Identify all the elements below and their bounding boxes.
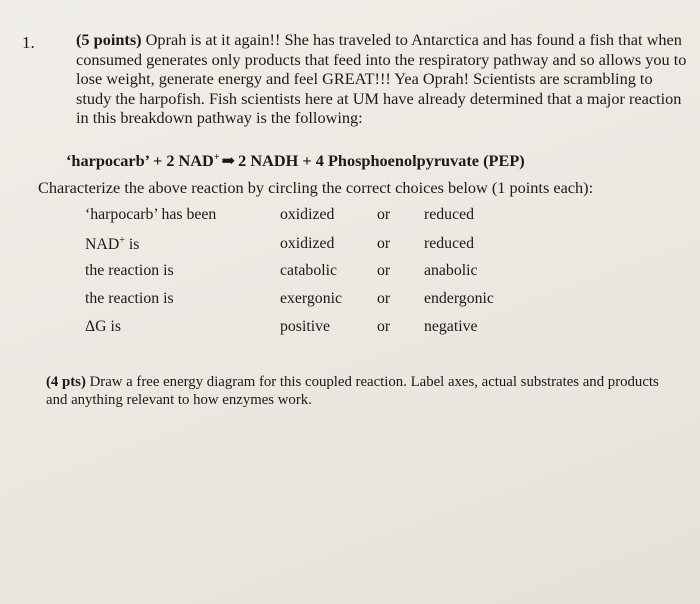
choice-row-2-label-text: NAD: [85, 236, 120, 253]
reaction-equation: [66, 151, 525, 171]
choice-row-4-label: the reaction is: [85, 290, 174, 307]
choice-row-3-separator: or: [377, 262, 391, 279]
choice-row-3-label: the reaction is: [85, 262, 174, 279]
choice-row-2-label-charge: +: [119, 235, 125, 246]
question-2-points: (4 pts): [46, 374, 86, 390]
choices-instruction: Characterize the above reaction by circling the correct choices below (1 points each):: [38, 178, 594, 197]
choice-row-4-option-a[interactable]: exergonic: [280, 290, 342, 307]
question-2-text: Draw a free energy diagram for this coupled reaction. Label axes, actual substrates and products and anything relevant to how enzymes work.: [46, 374, 659, 408]
choice-row-4-option-b[interactable]: endergonic: [424, 290, 494, 307]
question-1-points: (5 points): [76, 30, 142, 49]
choice-row-3-option-a[interactable]: catabolic: [280, 262, 338, 279]
choice-row-5-label-suffix: is: [106, 318, 122, 335]
choice-row-2-label-suffix: is: [124, 236, 140, 253]
choice-row-1-label: ‘harpocarb’ has been: [85, 206, 217, 223]
choice-row-1-option-a[interactable]: oxidized: [280, 206, 335, 223]
choice-row-4-separator: or: [377, 290, 391, 307]
choice-row-5-label: [85, 318, 121, 336]
choice-row-5-separator: or: [377, 318, 391, 335]
reaction-products: 2 NADH + 4 Phosphoenolpyruvate (PEP): [238, 151, 525, 170]
question-2-prompt: [46, 374, 666, 409]
choice-row-5-option-b[interactable]: negative: [424, 318, 478, 335]
question-1-text: Oprah is at it again!! She has traveled to Antarctica and has found a fish that when consumed generates only products that feed into the respiratory pathway and so allows you to lose weight, generate energy and feel GREAT!!! Yea Oprah! Scientists are scrambling to study the harpofish. Fish scientists here at UM have already determined that a major reaction in this breakdown pathway is the following:: [76, 30, 687, 127]
reaction-reactants: ‘harpocarb’ + 2 NAD: [66, 151, 214, 170]
reaction-arrow-icon: ➡: [221, 151, 236, 170]
choice-row-2-option-b[interactable]: reduced: [424, 235, 474, 252]
choice-row-5-label-text: ΔG: [85, 318, 107, 335]
reaction-nad-charge: +: [213, 152, 220, 163]
choice-row-1-separator: or: [377, 206, 391, 223]
question-number: 1.: [22, 33, 35, 52]
choice-row-2-option-a[interactable]: oxidized: [280, 235, 335, 252]
choice-row-1-option-b[interactable]: reduced: [424, 206, 474, 223]
question-1-prompt: [76, 30, 688, 128]
choice-row-3-option-b[interactable]: anabolic: [424, 262, 478, 279]
choice-row-2-label: [85, 235, 139, 254]
choice-row-5-option-a[interactable]: positive: [280, 318, 331, 335]
choice-row-2-separator: or: [377, 235, 391, 252]
